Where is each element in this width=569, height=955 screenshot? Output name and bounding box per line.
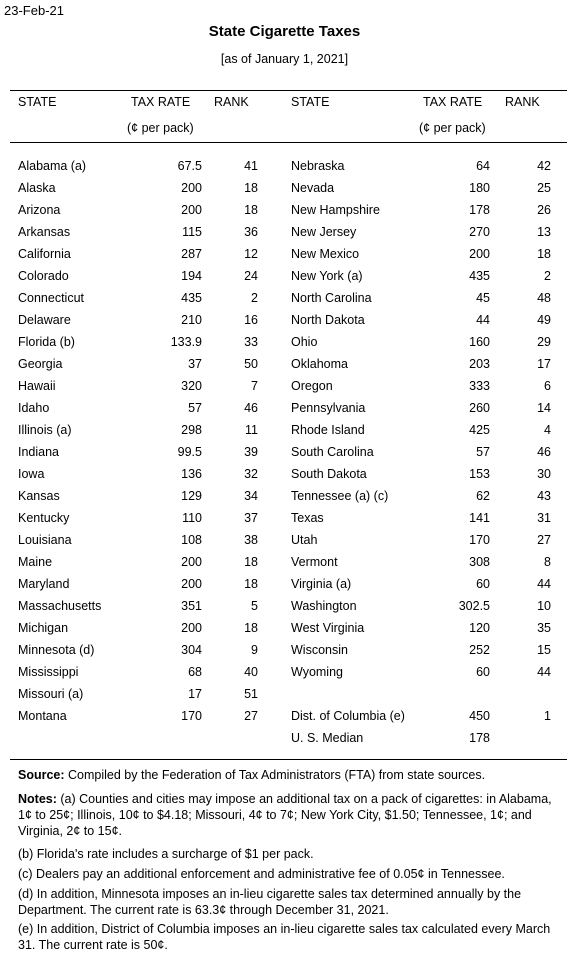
tax-rate: 287	[181, 247, 202, 261]
tax-rate: 252	[469, 643, 490, 657]
tax-rate: 133.9	[170, 335, 202, 349]
rank-value: 18	[537, 247, 551, 261]
source-note	[18, 767, 558, 783]
table-row	[0, 177, 569, 199]
table-row	[0, 265, 569, 287]
rank-value: 49	[537, 313, 551, 327]
state-name: Arizona	[18, 203, 61, 217]
rank-value: 50	[244, 357, 258, 371]
rank-value: 16	[244, 313, 258, 327]
tax-rate: 110	[182, 511, 202, 525]
rank-value: 18	[244, 203, 258, 217]
source-text: Compiled by the Federation of Tax Administrators (FTA) from state sources.	[64, 768, 486, 782]
note-d: (d) In addition, Minnesota imposes an in-lieu cigarette sales tax determined annually by the Department. The current rate is 63.3¢ through December 31, 2021.	[18, 887, 522, 917]
tax-rate: 200	[181, 555, 202, 569]
rank-value: 41	[244, 159, 258, 173]
header-rank-left: RANK	[214, 95, 249, 109]
table-row	[0, 507, 569, 529]
notes-block	[18, 791, 558, 839]
note-d-block	[18, 886, 558, 918]
tax-rate: 194	[181, 269, 202, 283]
table-row	[0, 661, 569, 683]
state-name: Missouri (a)	[18, 687, 84, 701]
header-state-right: STATE	[291, 95, 330, 109]
tax-rate: 64	[476, 159, 490, 173]
rank-value: 35	[537, 621, 551, 635]
note-b-block	[18, 846, 558, 862]
tax-rate: 120	[469, 621, 490, 635]
state-name: Kansas	[18, 489, 60, 503]
state-name: Utah	[291, 533, 318, 547]
rank-value: 4	[544, 423, 551, 437]
header-state-left: STATE	[18, 95, 57, 109]
state-name: Pennsylvania	[291, 401, 366, 415]
rank-value: 31	[537, 511, 551, 525]
tax-rate: 62	[476, 489, 490, 503]
rank-value: 7	[251, 379, 258, 393]
state-name: Oregon	[291, 379, 333, 393]
rank-value: 24	[244, 269, 258, 283]
page-subtitle: [as of January 1, 2021]	[220, 52, 349, 66]
tax-rate: 210	[181, 313, 202, 327]
state-name: Dist. of Columbia (e)	[291, 709, 405, 723]
rank-value: 48	[537, 291, 551, 305]
tax-rate: 170	[469, 533, 490, 547]
state-name: Minnesota (d)	[18, 643, 95, 657]
state-name: Arkansas	[18, 225, 71, 239]
rank-value: 39	[244, 445, 258, 459]
tax-rate: 99.5	[177, 445, 202, 459]
tax-rate: 108	[181, 533, 202, 547]
notes-label: Notes:	[18, 792, 57, 806]
table-row	[0, 683, 569, 705]
rank-value: 25	[537, 181, 551, 195]
state-name: West Virginia	[291, 621, 365, 635]
tax-rate: 270	[469, 225, 490, 239]
state-name: North Dakota	[291, 313, 365, 327]
table-row	[0, 485, 569, 507]
page-title: State Cigarette Taxes	[208, 23, 361, 40]
tax-rate: 44	[476, 313, 490, 327]
table-row	[0, 221, 569, 243]
state-name: Alaska	[18, 181, 56, 195]
rank-value: 27	[537, 533, 551, 547]
tax-rate: 298	[181, 423, 202, 437]
tax-rate: 60	[476, 577, 490, 591]
tax-rate: 115	[182, 225, 202, 239]
header-top-rule	[10, 90, 567, 91]
tax-rate: 57	[188, 401, 202, 415]
rank-value: 46	[244, 401, 258, 415]
tax-rate: 435	[181, 291, 202, 305]
tax-rate: 170	[181, 709, 202, 723]
state-name: Hawaii	[18, 379, 56, 393]
tax-rate: 68	[188, 665, 202, 679]
state-name: Tennessee (a) (c)	[291, 489, 389, 503]
tax-rate: 67.5	[177, 159, 202, 173]
tax-rate: 200	[181, 181, 202, 195]
tax-rate: 45	[476, 291, 490, 305]
state-name: Maryland	[18, 577, 70, 591]
state-name: Iowa	[18, 467, 45, 481]
note-e-block	[18, 921, 558, 953]
header-unit-right: (¢ per pack)	[419, 121, 486, 135]
header-unit-left: (¢ per pack)	[127, 121, 194, 135]
tax-rate: 178	[469, 203, 490, 217]
table-row	[0, 309, 569, 331]
state-name: Connecticut	[18, 291, 85, 305]
state-name: South Dakota	[291, 467, 367, 481]
tax-rate: 308	[469, 555, 490, 569]
table-row	[0, 243, 569, 265]
state-name: Maine	[18, 555, 53, 569]
table-row	[0, 529, 569, 551]
header-bottom-rule	[10, 142, 567, 143]
state-name: Mississippi	[18, 665, 79, 679]
tax-rate: 141	[469, 511, 490, 525]
table-row	[0, 199, 569, 221]
state-name: Nebraska	[291, 159, 345, 173]
rank-value: 44	[537, 577, 551, 591]
rank-value: 40	[244, 665, 258, 679]
state-name: Rhode Island	[291, 423, 365, 437]
tax-rate: 302.5	[458, 599, 490, 613]
table-row	[0, 727, 569, 749]
table-row	[0, 639, 569, 661]
state-name: Indiana	[18, 445, 60, 459]
table-row	[0, 595, 569, 617]
table-row	[0, 331, 569, 353]
rank-value: 30	[537, 467, 551, 481]
tax-rate: 57	[476, 445, 490, 459]
rank-value: 8	[544, 555, 551, 569]
rank-value: 38	[244, 533, 258, 547]
rank-value: 17	[537, 357, 551, 371]
tax-rate: 200	[181, 621, 202, 635]
state-name: New Jersey	[291, 225, 357, 239]
rank-value: 11	[245, 423, 258, 437]
note-c: (c) Dealers pay an additional enforcement and administrative fee of 0.05¢ in Tennessee.	[18, 867, 505, 881]
table-row	[0, 419, 569, 441]
table-row	[0, 397, 569, 419]
tax-rate: 450	[469, 709, 490, 723]
rank-value: 27	[244, 709, 258, 723]
rank-value: 37	[244, 511, 258, 525]
rank-value: 44	[537, 665, 551, 679]
state-name: North Carolina	[291, 291, 372, 305]
tax-rate: 153	[469, 467, 490, 481]
tax-rate: 200	[181, 203, 202, 217]
table-row	[0, 617, 569, 639]
tax-rate: 203	[469, 357, 490, 371]
tax-rate: 178	[469, 731, 490, 745]
tax-rate: 260	[469, 401, 490, 415]
rank-value: 46	[537, 445, 551, 459]
tax-rate: 17	[188, 687, 202, 701]
tax-rate: 435	[469, 269, 490, 283]
rank-value: 36	[244, 225, 258, 239]
rank-value: 2	[251, 291, 258, 305]
rank-value: 12	[244, 247, 258, 261]
table-row	[0, 441, 569, 463]
tax-rate: 200	[469, 247, 490, 261]
tax-rate: 200	[181, 577, 202, 591]
rank-value: 18	[244, 577, 258, 591]
note-a: (a) Counties and cities may impose an additional tax on a pack of cigarettes: in Alabama, 1¢ to 25¢; Illinois, 10¢ to $4.18; Missouri, 4¢ to 7¢; New York City, $1.50; Tennessee, 1¢; and Virginia, 2¢ to 15¢.	[18, 792, 552, 838]
state-name: Washington	[291, 599, 357, 613]
state-name: Illinois (a)	[18, 423, 72, 437]
rank-value: 34	[244, 489, 258, 503]
rank-value: 51	[244, 687, 258, 701]
table-bottom-rule	[10, 759, 567, 760]
rank-value: 6	[544, 379, 551, 393]
rank-value: 9	[251, 643, 258, 657]
rank-value: 42	[537, 159, 551, 173]
state-name: New Hampshire	[291, 203, 380, 217]
rank-value: 26	[537, 203, 551, 217]
table-row	[0, 705, 569, 727]
state-name: Florida (b)	[18, 335, 75, 349]
state-name: Massachusetts	[18, 599, 102, 613]
source-label: Source:	[18, 768, 65, 782]
tax-rate: 60	[476, 665, 490, 679]
state-name: Michigan	[18, 621, 69, 635]
state-name: South Carolina	[291, 445, 374, 459]
header-taxrate-left: TAX RATE	[131, 95, 191, 109]
rank-value: 15	[537, 643, 551, 657]
note-b: (b) Florida's rate includes a surcharge of $1 per pack.	[18, 847, 314, 861]
tax-rate: 160	[469, 335, 490, 349]
tax-rate: 333	[469, 379, 490, 393]
table-row	[0, 287, 569, 309]
state-name: Nevada	[291, 181, 335, 195]
state-name: Delaware	[18, 313, 71, 327]
table-row	[0, 353, 569, 375]
tax-rate: 425	[469, 423, 490, 437]
rank-value: 32	[244, 467, 258, 481]
state-name: Colorado	[18, 269, 69, 283]
state-name: Alabama (a)	[18, 159, 87, 173]
state-name: Montana	[18, 709, 67, 723]
rank-value: 18	[244, 555, 258, 569]
table-row	[0, 155, 569, 177]
state-name: Texas	[291, 511, 324, 525]
state-name: New Mexico	[291, 247, 360, 261]
state-name: Wisconsin	[291, 643, 348, 657]
rank-value: 10	[537, 599, 551, 613]
rank-value: 18	[244, 621, 258, 635]
rank-value: 14	[537, 401, 551, 415]
state-name: Vermont	[291, 555, 338, 569]
rank-value: 33	[244, 335, 258, 349]
state-name: Oklahoma	[291, 357, 348, 371]
tax-rate: 129	[181, 489, 202, 503]
rank-value: 1	[544, 709, 551, 723]
state-name: U. S. Median	[291, 731, 364, 745]
table-row	[0, 375, 569, 397]
state-name: New York (a)	[291, 269, 363, 283]
state-name: Wyoming	[291, 665, 343, 679]
rank-value: 2	[544, 269, 551, 283]
tax-rate: 136	[181, 467, 202, 481]
tax-rate: 351	[181, 599, 202, 613]
state-name: Idaho	[18, 401, 50, 415]
tax-rate: 37	[188, 357, 202, 371]
note-c-block	[18, 866, 558, 882]
tax-rate: 320	[181, 379, 202, 393]
header-taxrate-right: TAX RATE	[423, 95, 483, 109]
table-row	[0, 573, 569, 595]
report-date: 23-Feb-21	[4, 3, 64, 18]
state-name: Kentucky	[18, 511, 70, 525]
table-row	[0, 463, 569, 485]
tax-rate: 180	[469, 181, 490, 195]
table-row	[0, 551, 569, 573]
state-name: Georgia	[18, 357, 63, 371]
rank-value: 29	[537, 335, 551, 349]
rank-value: 43	[537, 489, 551, 503]
rank-value: 13	[537, 225, 551, 239]
state-name: Virginia (a)	[291, 577, 352, 591]
state-name: Louisiana	[18, 533, 72, 547]
rank-value: 18	[244, 181, 258, 195]
header-rank-right: RANK	[505, 95, 540, 109]
state-name: California	[18, 247, 71, 261]
rank-value: 5	[251, 599, 258, 613]
state-name: Ohio	[291, 335, 318, 349]
note-e: (e) In addition, District of Columbia imposes an in-lieu cigarette sales tax calculated every March 31. The current rate is 50¢.	[18, 922, 551, 952]
tax-rate: 304	[181, 643, 202, 657]
